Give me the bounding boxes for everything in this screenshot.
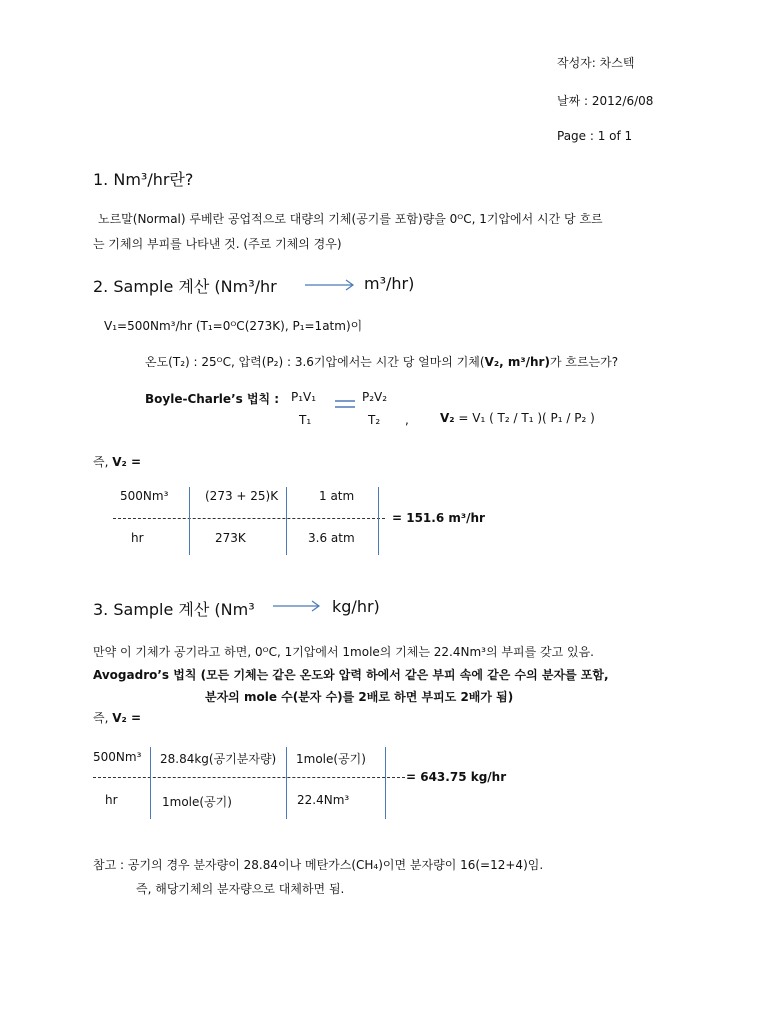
calc2-top-pressure: 1 atm [319, 489, 355, 503]
section2-heading-right: m³/hr) [364, 274, 415, 293]
calc2-bottom-temp: 273K [215, 531, 246, 545]
avogadro-line2: 분자의 mole 수(분자 수)를 2배로 하면 부피도 2배가 됨) [205, 690, 514, 704]
note-line2: 즉, 해당기체의 분자량으로 대체하면 됨. [136, 882, 345, 896]
so-prefix: 즉, [93, 711, 113, 725]
fraction-right-numerator: P₂V₂ [362, 390, 388, 404]
section2-heading-left: 2. Sample 계산 (Nm³/hr [93, 277, 277, 296]
section3-heading-left: 3. Sample 계산 (Nm³ [93, 600, 255, 619]
calc3-top-mole: 1mole(공기) [296, 752, 366, 766]
calc3-divider [93, 777, 405, 778]
fraction-left-denominator: T₁ [299, 413, 312, 427]
calc3-bottom-unit: hr [105, 793, 118, 807]
note-line1: 참고 : 공기의 경우 분자량이 28.84이나 메탄가스(CH₄)이면 분자량이 16(=12+4)임. [93, 858, 544, 872]
equals-icon [334, 398, 356, 410]
so-v2-line-3 [93, 709, 141, 726]
section3-heading-right: kg/hr) [332, 597, 380, 616]
so-prefix: 즉, [93, 455, 113, 469]
arrow-right-icon [272, 599, 322, 613]
calc3-separator-3 [385, 747, 386, 819]
so-var: V₂ = [112, 711, 142, 725]
date-label: 날짜 : 2012/6/08 [557, 94, 654, 108]
calc2-separator-3 [378, 487, 379, 555]
author-label: 작성자: 차스텍 [557, 56, 635, 70]
question-text-c: 가 흐르는가? [549, 355, 619, 369]
calc3-bottom-mole: 1mole(공기) [162, 795, 232, 809]
section1-body-line2: 는 기체의 부피를 나타낸 것. (주로 기체의 경우) [93, 237, 342, 251]
avogadro-line1: Avogadro’s 법칙 (모든 기체는 같은 온도와 압력 하에서 같은 부피 속에 같은 수의 분자를 포함, [93, 668, 609, 682]
fraction-left-numerator: P₁V₁ [291, 390, 317, 404]
calc2-top-unit: 500Nm³ [120, 489, 169, 503]
so-v2-line-2 [93, 453, 141, 470]
calc3-result: = 643.75 kg/hr [406, 770, 507, 784]
v2-expression: = V₁ ( T₂ / T₁ )( P₁ / P₂ ) [454, 411, 595, 425]
premise-line: 만약 이 기체가 공기라고 하면, 0ᴼC, 1기압에서 1mole의 기체는 22.4Nm³의 부피를 갖고 있음. [93, 645, 594, 659]
section1-body-line1: 노르말(Normal) 루베란 공업적으로 대량의 기체(공기를 포함)량을 0ᴼC, 1기압에서 시간 당 흐르 [98, 212, 603, 226]
calc2-bottom-pressure: 3.6 atm [308, 531, 355, 545]
v2-formula [440, 411, 595, 425]
law-label: Boyle-Charle’s 법칙 : [145, 392, 280, 406]
arrow-right-icon [304, 278, 356, 292]
comma: , [405, 413, 409, 427]
calc2-top-temp: (273 + 25)K [205, 489, 279, 503]
calc3-separator-2 [286, 747, 287, 819]
calc3-separator-1 [150, 747, 151, 819]
calc2-divider [113, 518, 385, 519]
question-text-a: 온도(T₂) : 25ᴼC, 압력(P₂) : 3.6기압에서는 시간 당 얼마의 기체( [145, 355, 485, 369]
calc3-top-mass: 28.84kg(공기분자량) [160, 752, 277, 766]
calc3-top-unit: 500Nm³ [93, 750, 142, 764]
question-line [145, 353, 618, 370]
calc2-bottom-unit: hr [131, 531, 144, 545]
page-label: Page : 1 of 1 [557, 129, 633, 143]
given-conditions: V₁=500Nm³/hr (T₁=0ᴼC(273K), P₁=1atm)이 [104, 319, 363, 333]
fraction-right-denominator: T₂ [368, 413, 381, 427]
calc2-separator-2 [286, 487, 287, 555]
question-text-b: V₂, m³/hr) [484, 355, 550, 369]
section1-heading: 1. Nm³/hr란? [93, 170, 194, 189]
calc2-result: = 151.6 m³/hr [392, 511, 485, 525]
so-var: V₂ = [112, 455, 142, 469]
calc2-separator-1 [189, 487, 190, 555]
v2-symbol: V₂ [440, 411, 455, 425]
calc3-bottom-volume: 22.4Nm³ [297, 793, 350, 807]
